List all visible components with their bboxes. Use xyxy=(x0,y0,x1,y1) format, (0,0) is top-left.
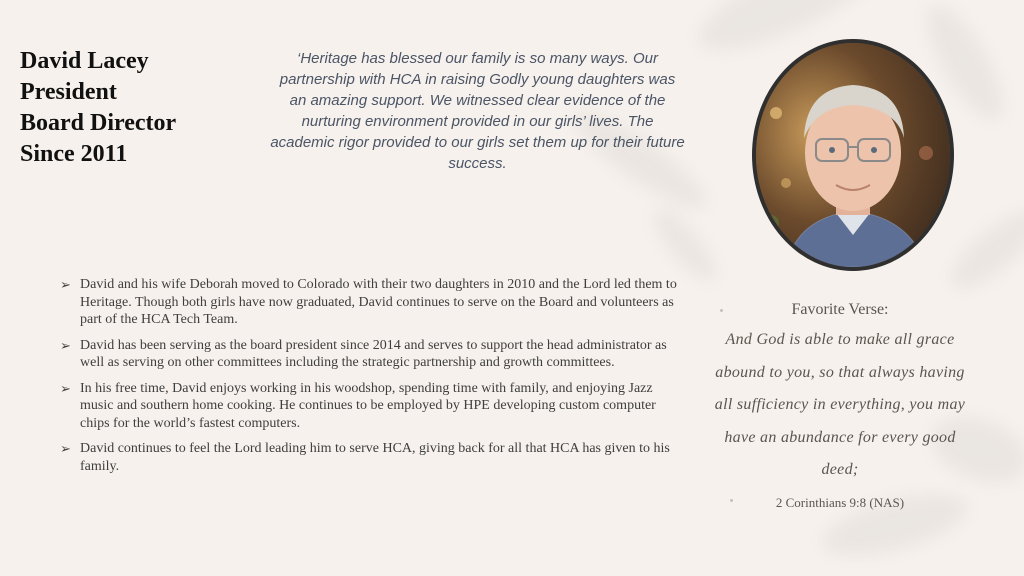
list-item xyxy=(60,380,680,433)
list-item xyxy=(60,276,680,329)
verse-reference: 2 Corinthians 9:8 (NAS) xyxy=(775,494,905,510)
name-and-title xyxy=(20,46,250,170)
person-name: David Lacey xyxy=(20,48,149,74)
bullet-text: David has been serving as the board president since 2014 and serves to support the head administrator as well as serving on other committees including the strategic partnership and growth committees. xyxy=(80,337,667,370)
list-item xyxy=(60,337,680,372)
arrow-bullet-icon: ➢ xyxy=(60,337,71,353)
bullet-text: David continues to feel the Lord leading him to serve HCA, giving back for all that HCA has given to his family. xyxy=(80,441,670,474)
bullet-text: In his free time, David enjoys working in his woodshop, spending time with family, and enjoying Jazz music and southern home cooking. He continues to be employed by HPE developing custom computer chips for the world’s fastest computers. xyxy=(80,380,656,431)
testimonial-quote: ‘Heritage has blessed our family is so many ways. Our partnership with HCA in raising Godly young daughters was an amazing support. We witnessed clear evidence of the nurturing environment provided in our girls’ lives. The academic rigor provided to our girls set them up for their future success. xyxy=(270,50,685,172)
decorative-dot xyxy=(730,499,733,502)
arrow-bullet-icon: ➢ xyxy=(60,380,71,396)
arrow-bullet-icon: ➢ xyxy=(60,277,71,292)
portrait-illustration xyxy=(756,43,950,267)
decorative-dot xyxy=(720,309,723,312)
verse-title: Favorite Verse: xyxy=(791,301,889,318)
role-president: President xyxy=(20,79,117,105)
tenure-since: Since 2011 xyxy=(20,141,128,167)
portrait-photo xyxy=(752,39,954,271)
arrow-bullet-icon: ➢ xyxy=(60,441,71,456)
verse-text: And God is able to make all grace abound to you, so that always having all sufficiency in everything, you may have an abundance for every good deed; xyxy=(714,331,966,478)
bullet-text: David and his wife Deborah moved to Colorado with their two daughters in 2010 and the Lord led them to Heritage. Though both girls have now graduated, David continues to serve on the Board and volunteers as part of the HCA Tech Team. xyxy=(80,277,677,327)
role-board-director: Board Director xyxy=(20,110,177,136)
list-item xyxy=(60,440,680,475)
favorite-verse-block xyxy=(712,300,968,511)
bio-bullet-list xyxy=(60,276,680,483)
